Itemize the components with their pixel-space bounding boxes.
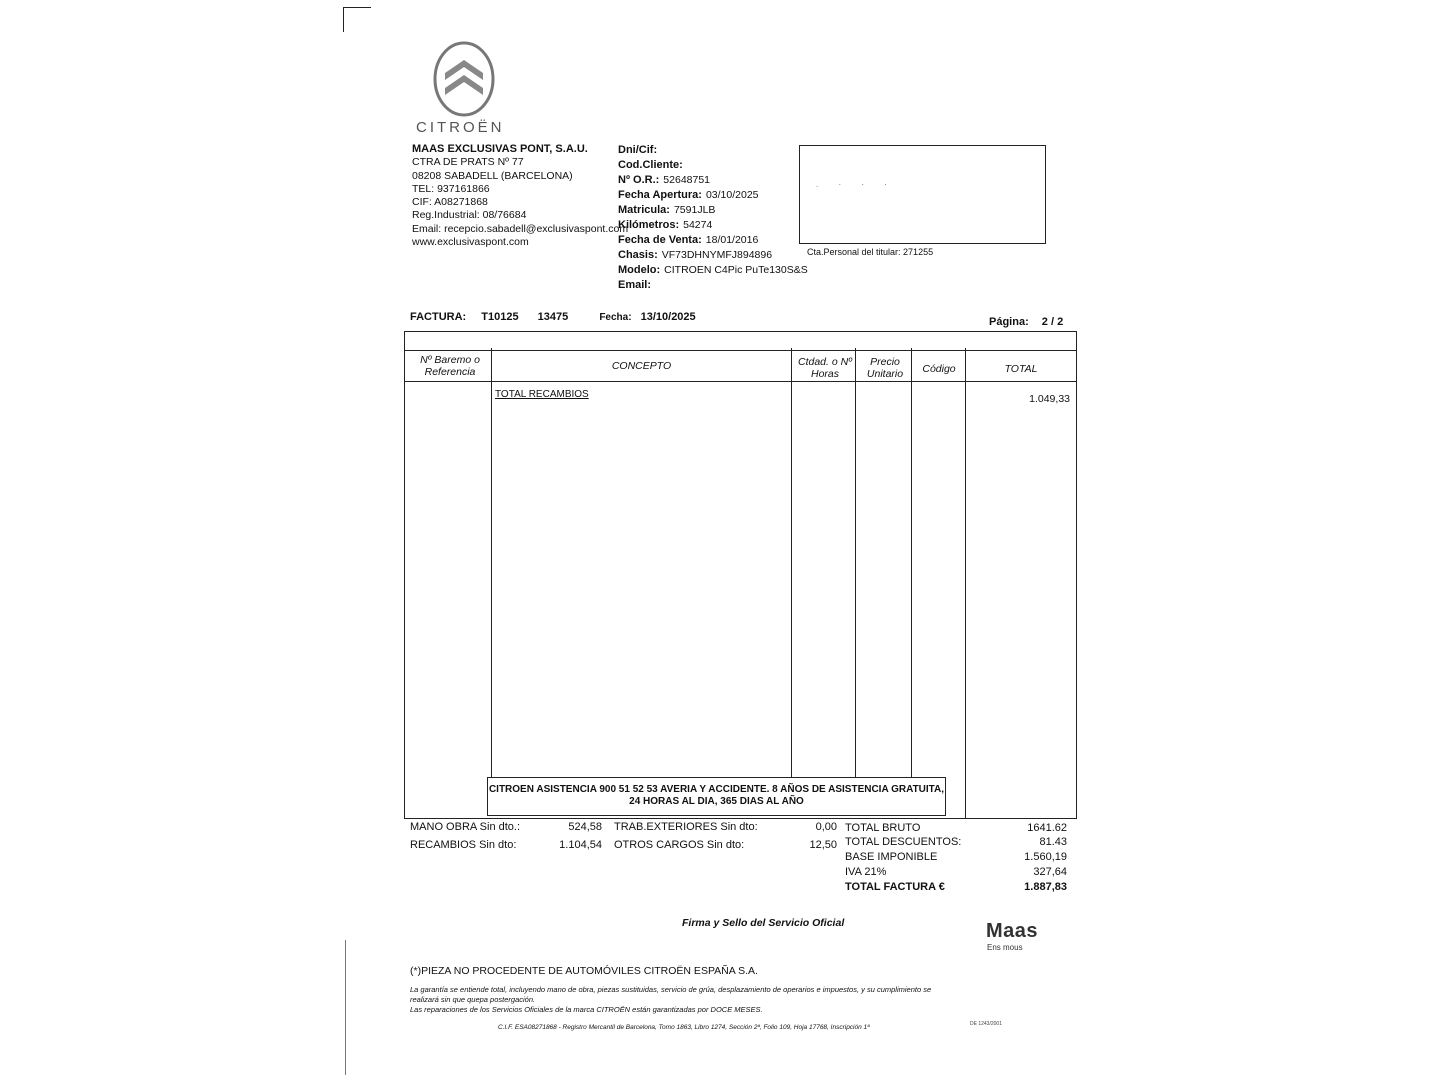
sale-date-label: Fecha de Venta: [618,234,702,246]
invoice-header [410,311,702,323]
header-cantidad: Ctdad. o Nº Horas [797,356,853,380]
invoice-total-value: 1.887,83 [1024,881,1067,893]
company-registry: Reg.Industrial: 08/76684 [412,209,527,222]
page-label: Página: [989,316,1029,328]
header-baremo: Nº Baremo o Referencia [420,354,480,378]
maas-tagline: Ens mous [987,943,1023,952]
other-charges-value: 12,50 [809,839,837,851]
citroen-logo [432,40,496,118]
discounts-value: 81.43 [1039,836,1067,848]
mileage-label: Kilómetros: [618,219,680,231]
column-divider [965,348,966,818]
work-order-value: 52648751 [663,174,711,186]
warranty-line1: La garantía se entiende total, incluyendo mano de obra, piezas sustituidas, servicio de grúa, desplazamiento de operarios e impuestos, y su cumplimiento se [410,985,932,994]
column-divider [791,348,792,777]
table-header-top-rule [404,350,1077,351]
company-address-line2: 08208 SABADELL (BARCELONA) [412,169,573,182]
invoice-number: 13475 [537,311,569,323]
column-divider [491,348,492,777]
client-code-label: Cod.Cliente: [618,159,683,171]
tax-base-value: 1.560,19 [1024,851,1067,863]
parts-value: 1.104,54 [559,839,602,851]
warranty-line2: realizará sin que quepa postergación. [410,995,536,1004]
invoice-series: T10125 [481,311,519,323]
redacted-specks: . · · · [816,180,896,189]
document-code: DE 1243/2001 [970,1021,1002,1027]
assistance-notice [487,777,946,816]
invoice-table [404,331,1077,819]
sale-date-value: 18/01/2016 [705,234,759,246]
labor-value: 524,58 [568,821,602,833]
opening-date-value: 03/10/2025 [705,189,759,201]
column-divider [855,348,856,777]
maas-logo: Maas [986,920,1039,942]
citroen-chevrons-icon [432,40,496,118]
invoice-total-label: TOTAL FACTURA € [845,881,945,893]
vat-label: IVA 21% [845,866,887,878]
other-charges-label: OTROS CARGOS Sin dto: [614,839,745,851]
gross-total-value: 1641.62 [1027,822,1067,834]
plate-label: Matricula: [618,204,670,216]
company-address-line1: CTRA DE PRATS Nº 77 [412,156,524,169]
chassis-label: Chasis: [618,249,658,261]
page-indicator [989,316,1063,328]
row-concepto: TOTAL RECAMBIOS [495,389,589,400]
company-web: www.exclusivaspont.com [412,236,529,249]
plate-value: 7591JLB [673,204,716,216]
company-email: Email: recepcio.sabadell@exclusivaspont.com [412,222,629,235]
non-original-part-note: (*)PIEZA NO PROCEDENTE DE AUTOMÓVILES CITROËN ESPAÑA S.A. [410,965,758,977]
page-value: 2 / 2 [1041,316,1064,328]
company-info [412,143,628,249]
assistance-line1: CITROEN ASISTENCIA 900 51 52 53 AVERIA Y ACCIDENTE. 8 AÑOS DE ASISTENCIA GRATUITA, [488,784,945,795]
header-codigo: Código [922,363,956,375]
customer-account: Cta.Personal del titular: 271255 [807,247,934,257]
model-label: Modelo: [618,264,661,276]
signature-caption: Firma y Sello del Servicio Oficial [682,917,845,929]
discounts-label: TOTAL DESCUENTOS: [845,836,962,848]
work-order-label: Nº O.R.: [618,174,660,186]
vehicle-info [618,143,808,293]
warranty-line3: Las reparaciones de los Servicios Oficiales de la marca CITROËN están garantizadas por DOCE MESES. [410,1005,763,1014]
company-phone: TEL: 937161866 [412,182,490,195]
invoice-date: 13/10/2025 [640,311,696,323]
header-precio: Precio Unitario [866,356,904,380]
mileage-value: 54274 [683,219,713,231]
row-total: 1.049,33 [1029,393,1070,405]
company-cif: CIF: A08271868 [412,196,488,209]
registry-text: C.I.F. ESA08271868 - Registro Mercantil de Barcelona, Tomo 1863, Libro 1274, Sección 2ª, Folio 109, Hoja 17768, Inscripción 1ª [498,1024,870,1031]
invoice-date-label: Fecha: [599,312,632,323]
external-work-value: 0,00 [815,821,837,833]
warranty-text [410,985,970,1015]
gross-total-label: TOTAL BRUTO [845,822,921,834]
chassis-value: VF73DHNYMFJ894896 [661,249,773,261]
dni-label: Dni/Cif: [618,144,658,156]
column-divider [911,348,912,777]
scan-edge-line [345,940,346,1075]
company-name: MAAS EXCLUSIVAS PONT, S.A.U. [412,143,588,155]
parts-label: RECAMBIOS Sin dto: [410,839,517,851]
assistance-line2: 24 HORAS AL DIA, 365 DIAS AL AÑO [629,796,804,807]
header-total: TOTAL [1004,363,1038,375]
table-header-bottom-rule [404,381,1077,382]
brand-wordmark: CITROËN [416,119,505,136]
header-concepto: CONCEPTO [611,360,672,372]
customer-address-box [799,145,1046,244]
invoice-label: FACTURA: [410,311,467,323]
tax-base-label: BASE IMPONIBLE [845,851,938,863]
opening-date-label: Fecha Apertura: [618,189,702,201]
email-label: Email: [618,279,652,291]
labor-label: MANO OBRA Sin dto.: [410,821,521,833]
external-work-label: TRAB.EXTERIORES Sin dto: [614,821,758,833]
scan-corner-mark [343,7,371,32]
model-value: CITROEN C4Pic PuTe130S&S [664,264,808,276]
vat-value: 327,64 [1033,866,1067,878]
